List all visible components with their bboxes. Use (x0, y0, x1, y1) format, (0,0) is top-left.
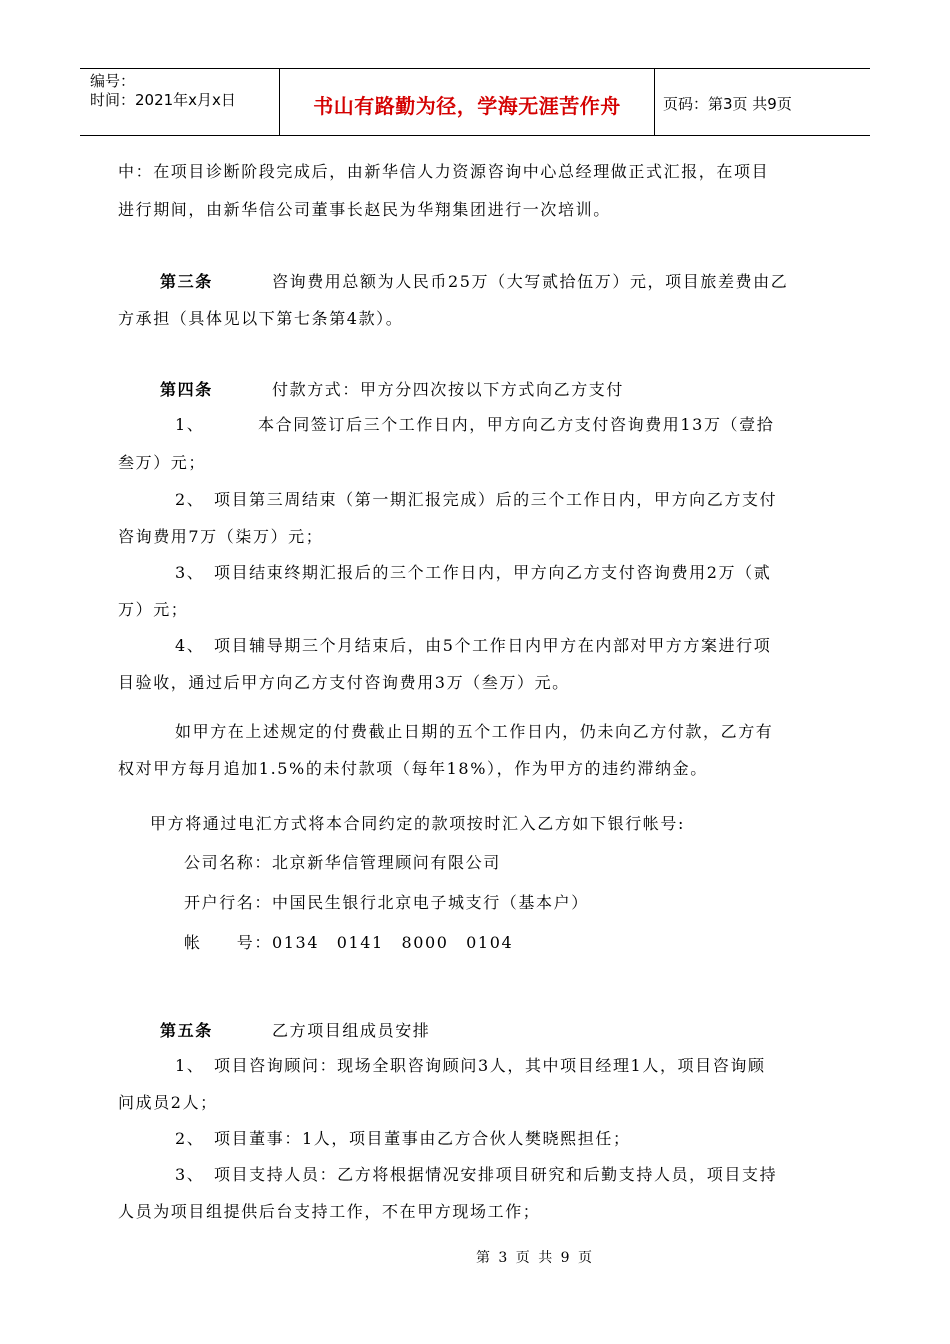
article-3-text: 方承担（具体见以下第七条第4款）。 (118, 309, 404, 328)
penalty-text: 权对甲方每月追加1.5%的未付款项（每年18%），作为甲方的违约滞纳金。 (118, 759, 708, 778)
motto-text: 书山有路勤为径，学海无涯苦作舟 (313, 93, 621, 118)
header-page-cell (655, 69, 870, 135)
article-4-text: 付款方式：甲方分四次按以下方式向乙方支付 (272, 380, 625, 399)
document-header (80, 68, 870, 136)
staff-item-3: 人员为项目组提供后台支持工作，不在甲方现场工作； (118, 1202, 541, 1221)
staff-item-2: 2、 项目董事：1人，项目董事由乙方合伙人樊晓熙担任； (175, 1129, 631, 1148)
item-1-number: 1、 (175, 415, 205, 434)
item-4-text: 4、 项目辅导期三个月结束后，由5个工作日内甲方在内部对甲方方案进行项 (175, 636, 772, 655)
account-number: 帐 号：0134 0141 8000 0104 (184, 933, 514, 952)
bank-name: 开户行名：中国民生银行北京电子城支行（基本户） (184, 893, 589, 912)
item-4-text: 目验收，通过后甲方向乙方支付咨询费用3万（叁万）元。 (118, 673, 570, 692)
article-4-title: 第四条 (160, 380, 213, 399)
staff-item-1: 1、 项目咨询顾问：现场全职咨询顾问3人，其中项目经理1人，项目咨询顾 (175, 1056, 766, 1075)
article-3-title: 第三条 (160, 272, 213, 291)
staff-item-1: 问成员2人； (118, 1093, 218, 1112)
article-3-text: 咨询费用总额为人民币25万（大写贰拾伍万）元，项目旅差费由乙 (272, 272, 789, 291)
item-3-text: 3、 项目结束终期汇报后的三个工作日内，甲方向乙方支付咨询费用2万（贰 (175, 563, 772, 582)
paragraph-line: 中：在项目诊断阶段完成后，由新华信人力资源咨询中心总经理做正式汇报，在项目 (118, 162, 770, 181)
article-5-title: 第五条 (160, 1021, 213, 1040)
item-1-text: 本合同签订后三个工作日内，甲方向乙方支付咨询费用13万（壹拾 (258, 415, 775, 434)
page-footer: 第 3 页 共 9 页 (475, 1250, 595, 1266)
document-time-label: 时间：2021年x月x日 (90, 91, 236, 109)
staff-item-3: 3、 项目支持人员：乙方将根据情况安排项目研究和后勤支持人员，项目支持 (175, 1165, 778, 1184)
header-motto-cell (280, 69, 655, 135)
company-name: 公司名称：北京新华信管理顾问有限公司 (184, 853, 501, 872)
item-1-text: 叁万）元； (118, 453, 207, 472)
document-number-label: 编号： (90, 72, 136, 90)
item-2-text: 2、 项目第三周结束（第一期汇报完成）后的三个工作日内，甲方向乙方支付 (175, 490, 778, 509)
paragraph-line: 进行期间，由新华信公司董事长赵民为华翔集团进行一次培训。 (118, 200, 611, 219)
item-2-text: 咨询费用7万（柒万）元； (118, 527, 324, 546)
bank-intro: 甲方将通过电汇方式将本合同约定的款项按时汇入乙方如下银行帐号: (150, 814, 685, 833)
penalty-text: 如甲方在上述规定的付费截止日期的五个工作日内，仍未向乙方付款，乙方有 (175, 722, 774, 741)
header-meta (80, 69, 280, 135)
article-5-text: 乙方项目组成员安排 (272, 1021, 431, 1040)
header-page-label: 页码：第3页 共9页 (663, 94, 792, 113)
item-3-text: 万）元； (118, 600, 189, 619)
